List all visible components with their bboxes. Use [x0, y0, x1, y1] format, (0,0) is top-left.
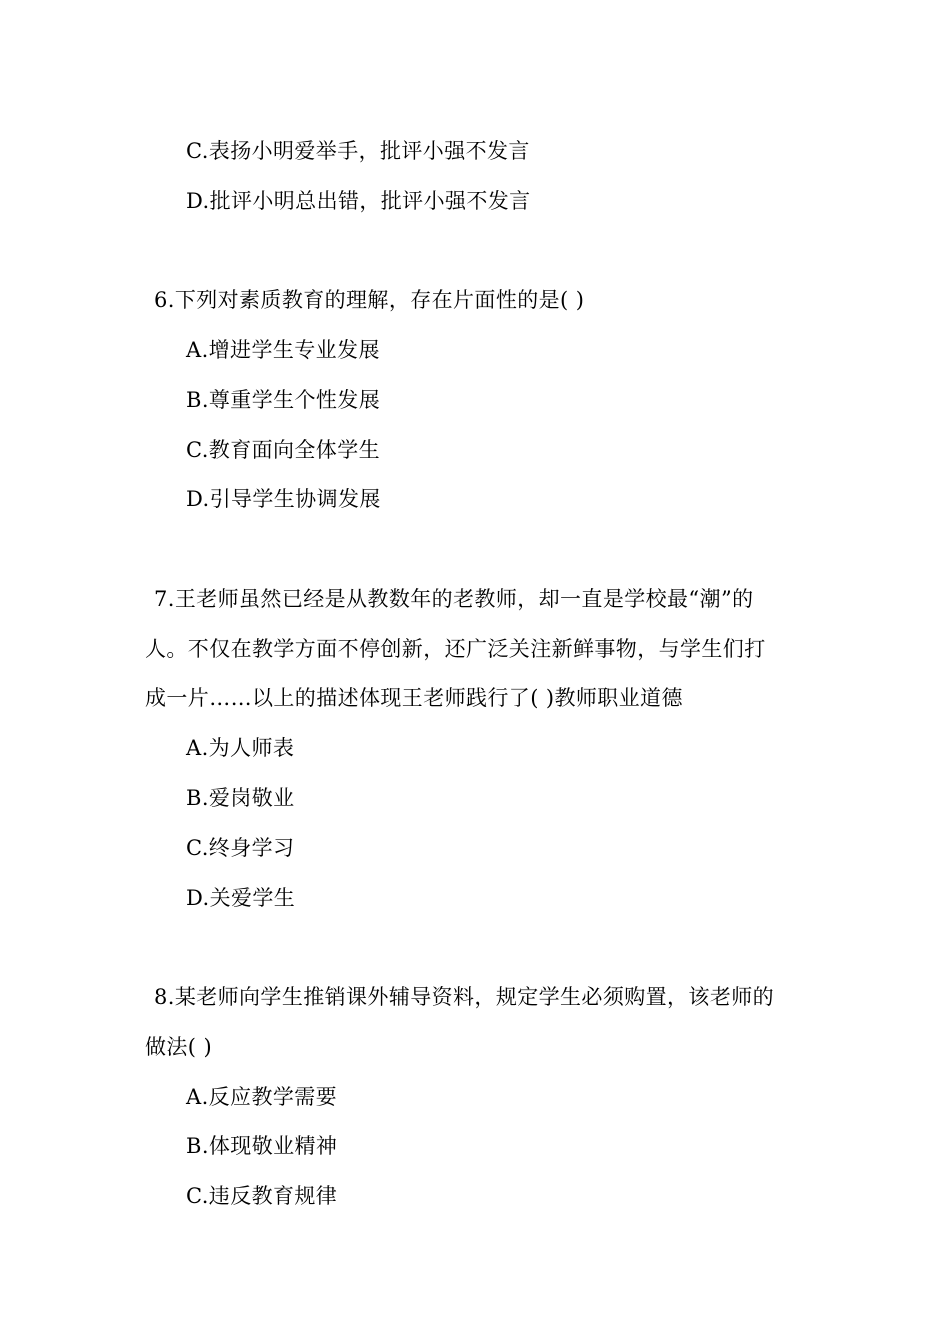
q5-option-d: D.批评小明总出错，批评小强不发言	[186, 189, 531, 213]
q8-option-a: A.反应教学需要	[186, 1085, 338, 1109]
q6-stem-line-1: 6.下列对素质教育的理解，存在片面性的是( )	[154, 288, 585, 312]
q8-stem-line-2: 做法( )	[145, 1035, 213, 1059]
q8-stem-line-1: 8.某老师向学生推销课外辅导资料，规定学生必须购置，该老师的	[154, 985, 775, 1009]
q8-option-b: B.体现敬业精神	[186, 1134, 338, 1158]
q5-option-c: C.表扬小明爱举手，批评小强不发言	[186, 139, 530, 163]
q7-option-c: C.终身学习	[186, 836, 295, 860]
q7-option-d: D.关爱学生	[186, 886, 296, 910]
q6-option-c: C.教育面向全体学生	[186, 438, 380, 462]
q6-option-b: B.尊重学生个性发展	[186, 388, 381, 412]
q7-stem-line-3: 成一片……以上的描述体现王老师践行了( )教师职业道德	[145, 686, 683, 710]
q6-option-d: D.引导学生协调发展	[186, 487, 381, 511]
q7-stem-line-1: 7.王老师虽然已经是从教数年的老教师，却一直是学校最“潮”的	[154, 587, 754, 611]
q7-option-b: B.爱岗敬业	[186, 786, 295, 810]
q7-option-a: A.为人师表	[186, 736, 295, 760]
q6-option-a: A.增进学生专业发展	[186, 338, 380, 362]
q7-stem-line-2: 人。不仅在教学方面不停创新，还广泛关注新鲜事物，与学生们打	[145, 637, 766, 661]
q8-option-c: C.违反教育规律	[186, 1184, 338, 1208]
